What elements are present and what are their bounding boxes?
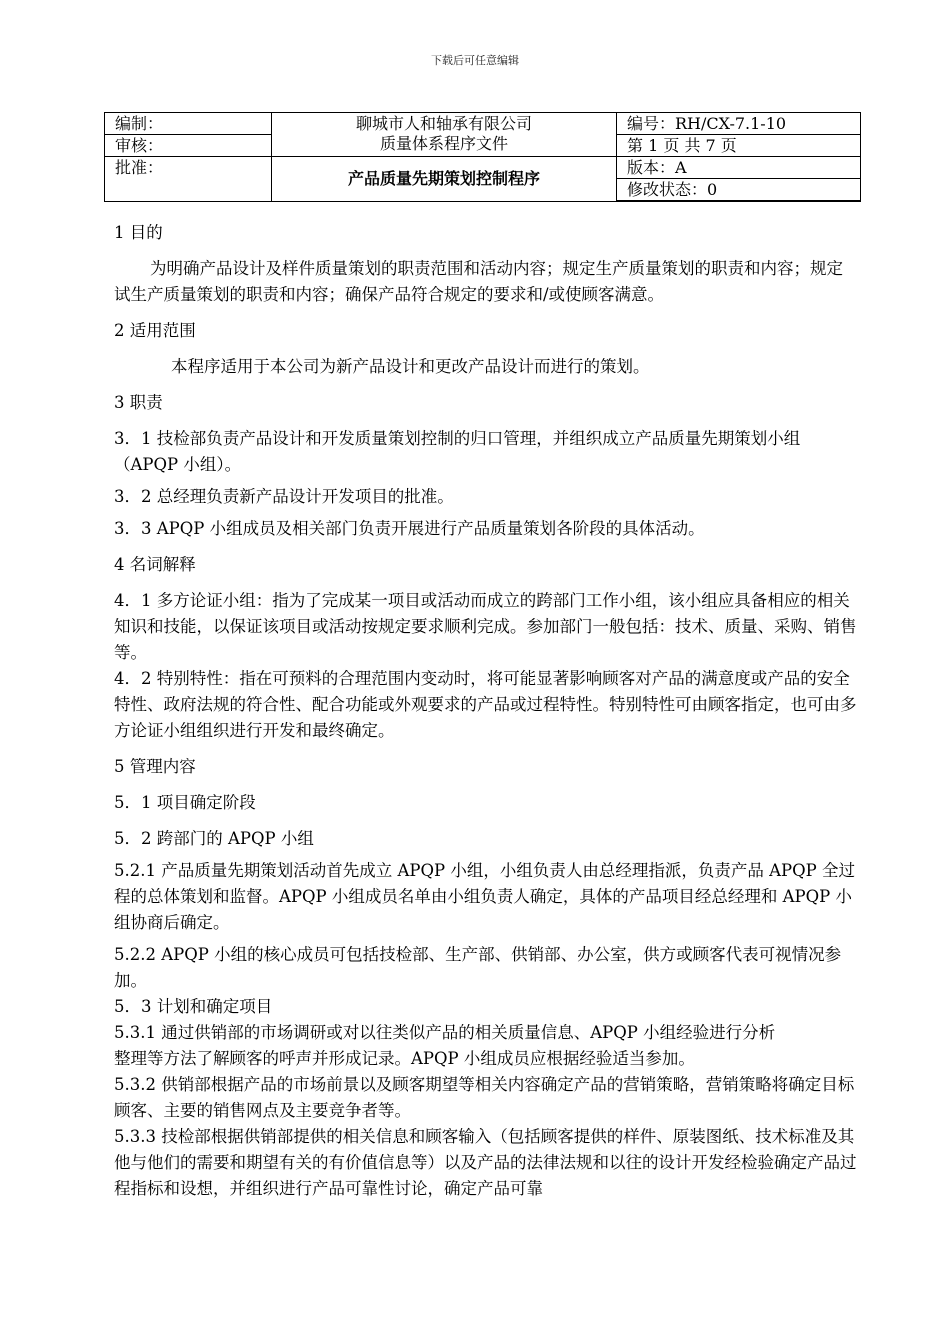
company-name: 聊城市人和轴承有限公司 [355, 114, 532, 133]
section-3-1: 3．1 技检部负责产品设计和开发质量策划控制的归口管理，并组织成立产品质量先期策划小组（APQP 小组）。 [114, 429, 801, 474]
section-5-2: 5．2 跨部门的 APQP 小组 [114, 829, 314, 848]
section-5-3-2: 5.3.2 供销部根据产品的市场前景以及顾客期望等相关内容确定产品的营销策略，营销策略将确定目标顾客、主要的销售网点及主要竞争者等。 [114, 1075, 855, 1120]
section-1-heading: 1 目的 [114, 223, 163, 242]
section-3-3: 3．3 APQP 小组成员及相关部门负责开展进行产品质量策划各阶段的具体活动。 [114, 519, 705, 538]
section-3-heading: 3 职责 [114, 393, 163, 412]
section-5-heading: 5 管理内容 [114, 757, 196, 776]
section-5-3-1b: 整理等方法了解顾客的呼声并形成记录。APQP 小组成员应根据经验适当参加。 [114, 1049, 695, 1068]
download-note: 下载后可任意编辑 [431, 54, 519, 67]
doc-number: 编号：RH/CX-7.1-10 [617, 113, 861, 135]
section-5-1: 5．1 项目确定阶段 [114, 793, 256, 812]
section-5-3-1a: 5.3.1 通过供销部的市场调研或对以往类似产品的相关质量信息、APQP 小组经验进行分析 [114, 1023, 776, 1042]
section-5-2-1: 5.2.1 产品质量先期策划活动首先成立 APQP 小组，小组负责人由总经理指派，负责产品 APQP 全过程的总体策划和监督。APQP 小组成员名单由小组负责人确定，具体的产品项目经总经理和 APQP 小组协商后确定。 [114, 861, 856, 932]
doc-type: 质量体系程序文件 [379, 134, 508, 153]
page-info: 第 1 页 共 7 页 [617, 135, 861, 157]
section-4-heading: 4 名词解释 [114, 555, 196, 574]
section-5-3-3: 5.3.3 技检部根据供销部提供的相关信息和顾客输入（包括顾客提供的样件、原装图纸、技术标准及其他与他们的需要和期望有关的有价值信息等）以及产品的法律法规和以往的设计开发经检验确定产品过程指标和设想，并组织进行产品可靠性讨论，确定产品可靠 [114, 1127, 857, 1198]
section-4-2: 4．2 特别特性：指在可预料的合理范围内变动时，将可能显著影响顾客对产品的满意度或产品的安全特性、政府法规的符合性、配合功能或外观要求的产品或过程特性。特别特性可由顾客指定，也可由多方论证小组组织进行开发和最终确定。 [114, 669, 857, 740]
reviewed-label: 审核： [105, 135, 272, 157]
doc-title: 产品质量先期策划控制程序 [347, 169, 540, 189]
section-5-3: 5．3 计划和确定项目 [114, 997, 273, 1016]
prepared-label: 编制： [105, 113, 272, 135]
section-1-text: 为明确产品设计及样件质量策划的职责范围和活动内容；规定生产质量策划的职责和内容；规定试生产质量策划的职责和内容；确保产品符合规定的要求和/或使顾客满意。 [114, 259, 843, 304]
section-2-heading: 2 适用范围 [114, 321, 196, 340]
section-2-text: 本程序适用于本公司为新产品设计和更改产品设计而进行的策划。 [171, 357, 650, 376]
revision-status: 修改状态：0 [617, 179, 861, 202]
document-body [114, 220, 858, 1202]
approved-label: 批准： [105, 157, 272, 202]
document-header-table [104, 112, 861, 202]
version: 版本：A [617, 157, 861, 179]
section-3-2: 3．2 总经理负责新产品设计开发项目的批准。 [114, 487, 454, 506]
section-5-2-2: 5.2.2 APQP 小组的核心成员可包括技检部、生产部、供销部、办公室，供方或顾客代表可视情况参加。 [114, 945, 842, 990]
company-cell [272, 113, 617, 157]
section-4-1: 4．1 多方论证小组：指为了完成某一项目或活动而成立的跨部门工作小组，该小组应具备相应的相关知识和技能，以保证该项目或活动按规定要求顺利完成。参加部门一般包括：技术、质量、采购、销售等。 [114, 591, 857, 662]
doc-title-cell [272, 157, 617, 202]
